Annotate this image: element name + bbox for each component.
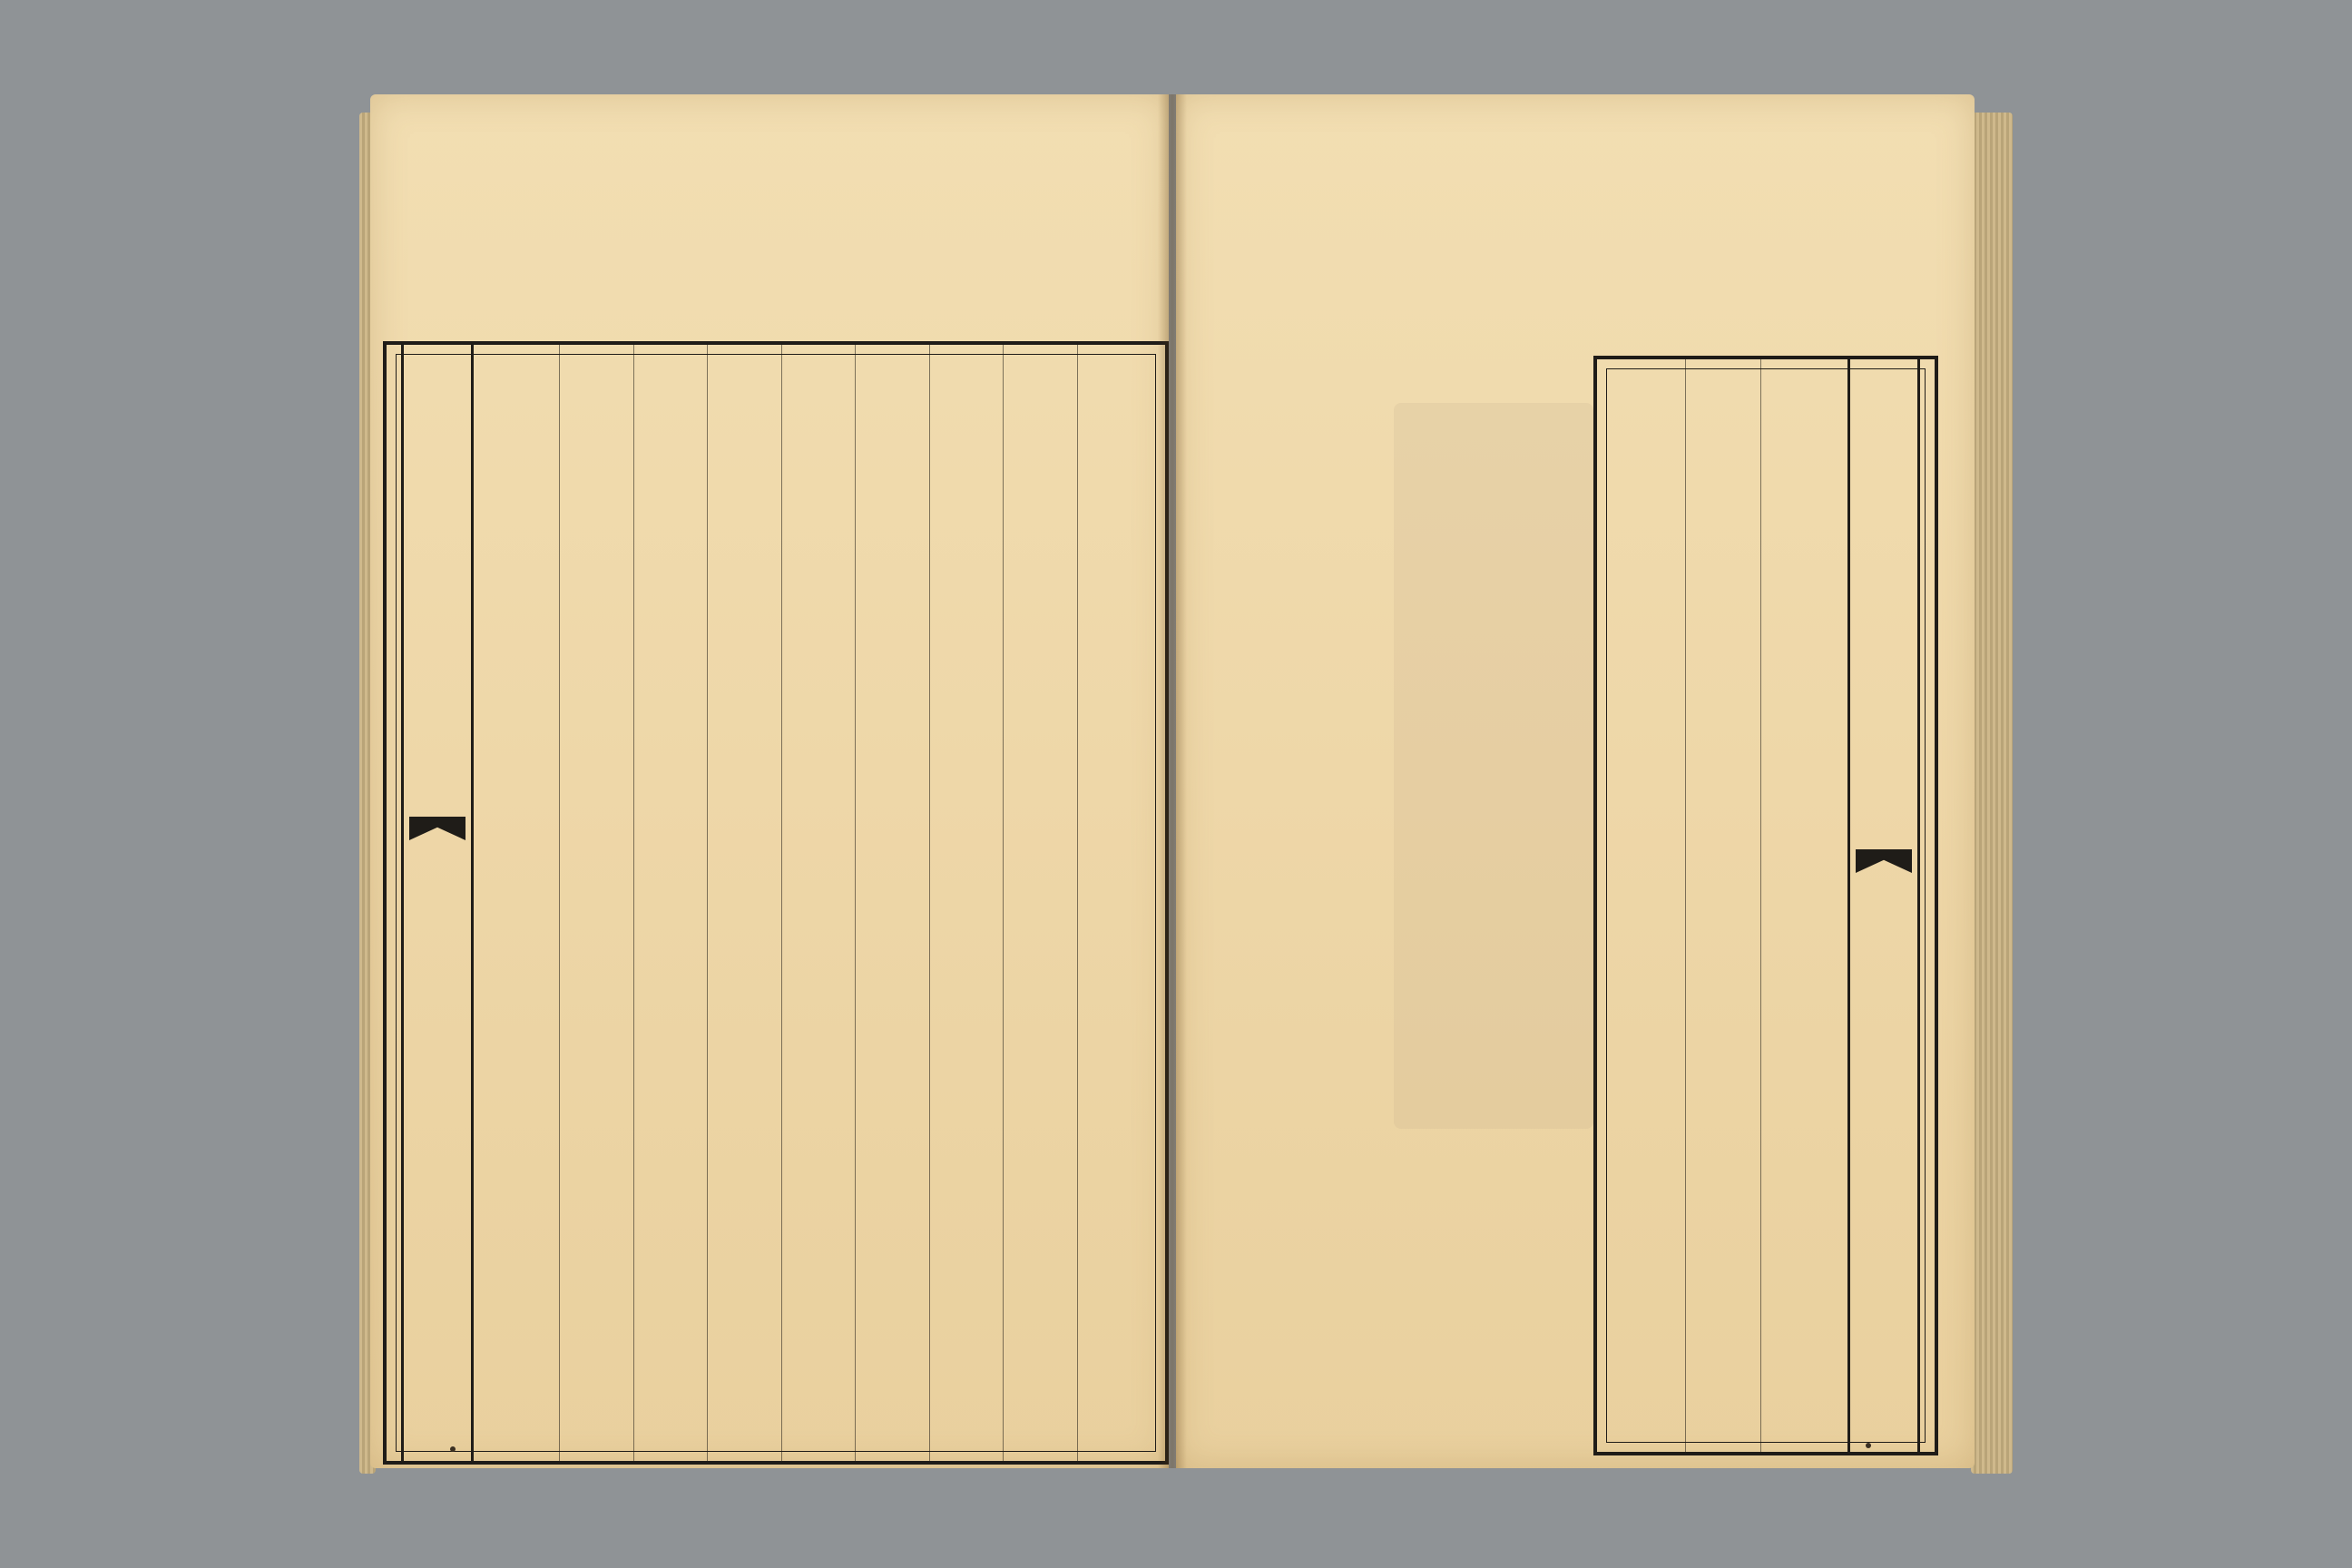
right-page-mark [1866, 1443, 1871, 1448]
right-page-edges [1971, 113, 2013, 1474]
right-page-column [1685, 359, 1759, 1452]
left-page-column [707, 345, 780, 1461]
left-page-column [1003, 345, 1076, 1461]
right-page-column [1760, 359, 1835, 1452]
right-page-frame [1593, 356, 1938, 1455]
left-page-column [633, 345, 707, 1461]
left-page-text-columns [486, 345, 1151, 1461]
left-page-column [559, 345, 632, 1461]
left-page-column [781, 345, 855, 1461]
left-page-column [1077, 345, 1151, 1461]
right-page-text-columns [1612, 359, 1835, 1452]
right-page-center-column [1847, 359, 1920, 1452]
open-book [359, 94, 2013, 1477]
right-page-fishtail-mark [1856, 849, 1912, 873]
left-page-frame [383, 341, 1169, 1465]
right-page-column [1612, 359, 1685, 1452]
left-page-column [855, 345, 928, 1461]
left-page-center-column [401, 345, 474, 1461]
left-page-fishtail-mark [409, 817, 466, 840]
right-page [1176, 94, 1975, 1468]
show-through [1394, 403, 1593, 1129]
left-page-column [929, 345, 1003, 1461]
gutter-shadow [1158, 94, 1187, 1468]
left-page-column [486, 345, 559, 1461]
right-page-header-note [1230, 189, 1339, 343]
left-page-mark [450, 1446, 456, 1452]
left-page [370, 94, 1169, 1468]
